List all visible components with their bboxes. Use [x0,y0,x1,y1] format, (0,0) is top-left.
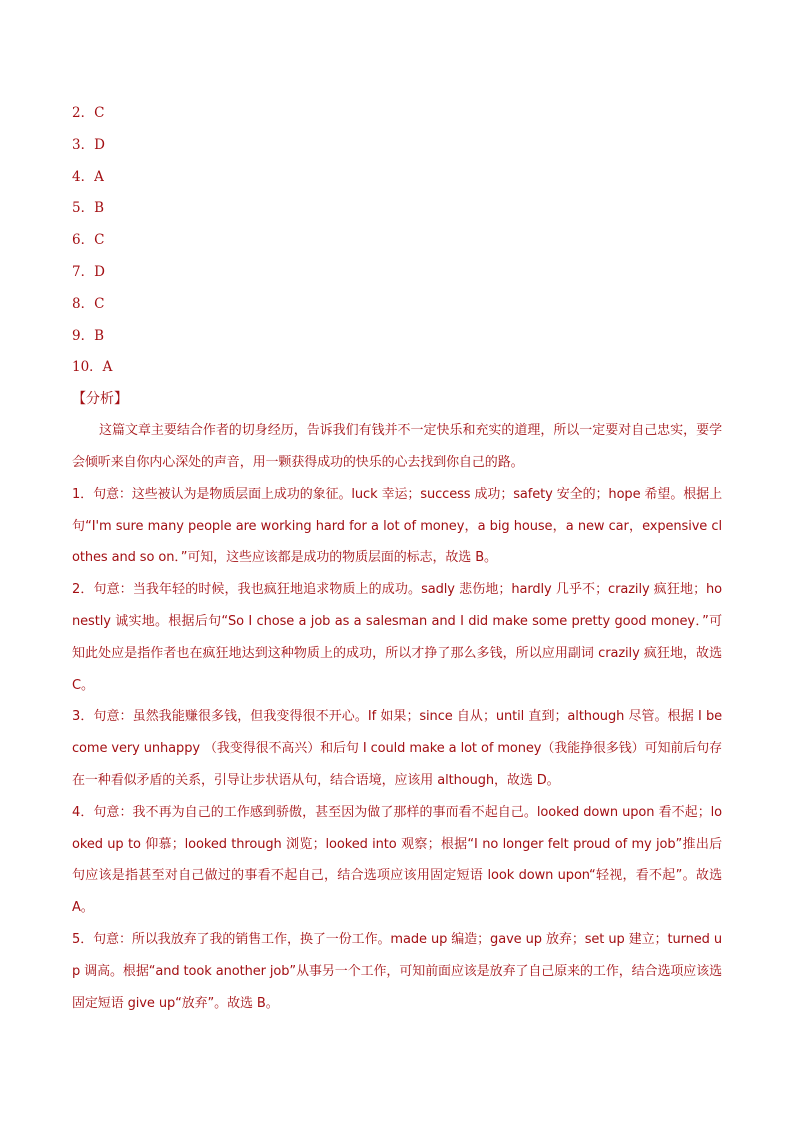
answer-item: 5．B [72,200,105,217]
explanation-paragraph: 2．句意：当我年轻的时候，我也疯狂地追求物质上的成功。sadly 悲伤地；hardly 几乎不；crazily 疯狂地；honestly 诚实地。根据后句“So I chose a job as a salesman and I did make some pretty good money．”可知此处应是指作者也在疯狂地达到这种物质上的成功，所以才挣了那么多钱，所以应用副词 crazily 疯狂地，故选 C。 [72,582,722,693]
answer-list [72,98,722,384]
explanation-paragraph: 4．句意：我不再为自己的工作感到骄傲，甚至因为做了那样的事而看不起自己。looked down upon 看不起；looked up to 仰慕；looked through 浏览；looked into 观察；根据“I no longer felt proud of my job”推出后句应该是指甚至对自己做过的事看不起自己，结合选项应该用固定短语 look down upon“轻视，看不起”。故选 A。 [72,804,722,916]
explanation-paragraph: 3．句意：虽然我能赚很多钱，但我变得很不开心。If 如果；since 自从；until 直到；although 尽管。根据 I become very unhappy （我变得很不高兴）和后句 I could make a lot of money（我能挣很多钱）可知前后句存在一种看似矛盾的关系，引导让步状语从句，结合语境，应该用 although，故选 D。 [72,709,722,788]
explanation-paragraph: 1．句意：这些被认为是物质层面上成功的象征。luck 幸运；success 成功；safety 安全的；hope 希望。根据上句“I'm sure many people are working hard for a lot of money，a big house，a new car，expensive clothes and so on．”可知，这些应该都是成功的物质层面的标志，故选 B。 [72,486,722,566]
answer-item: 9．B [72,327,105,344]
explanation-paragraph: 5．句意：所以我放弃了我的销售工作，换了一份工作。made up 编造；gave up 放弃；set up 建立；turned up 调高。根据“and took another job”从事另一个工作，可知前面应该是放弃了自己原来的工作，结合选项应该选固定短语 give up“放弃”。故选 B。 [72,931,722,1011]
analysis-heading: 【分析】 [72,391,128,408]
answer-item: 10．A [72,359,113,376]
answer-item: 8．C [72,295,105,312]
answer-item: 2．C [72,105,105,121]
analysis-body [72,415,722,1019]
answer-item: 3．D [72,136,105,153]
answer-item: 6．C [72,232,105,249]
answer-item: 4．A [72,168,104,185]
answer-item: 7．D [72,263,105,280]
summary-paragraph: 这篇文章主要结合作者的切身经历，告诉我们有钱并不一定快乐和充实的道理，所以一定要对自己忠实，要学会倾听来自你内心深处的声音，用一颗获得成功的快乐的心去找到你自己的路。 [72,423,722,470]
document-page [72,98,722,1019]
